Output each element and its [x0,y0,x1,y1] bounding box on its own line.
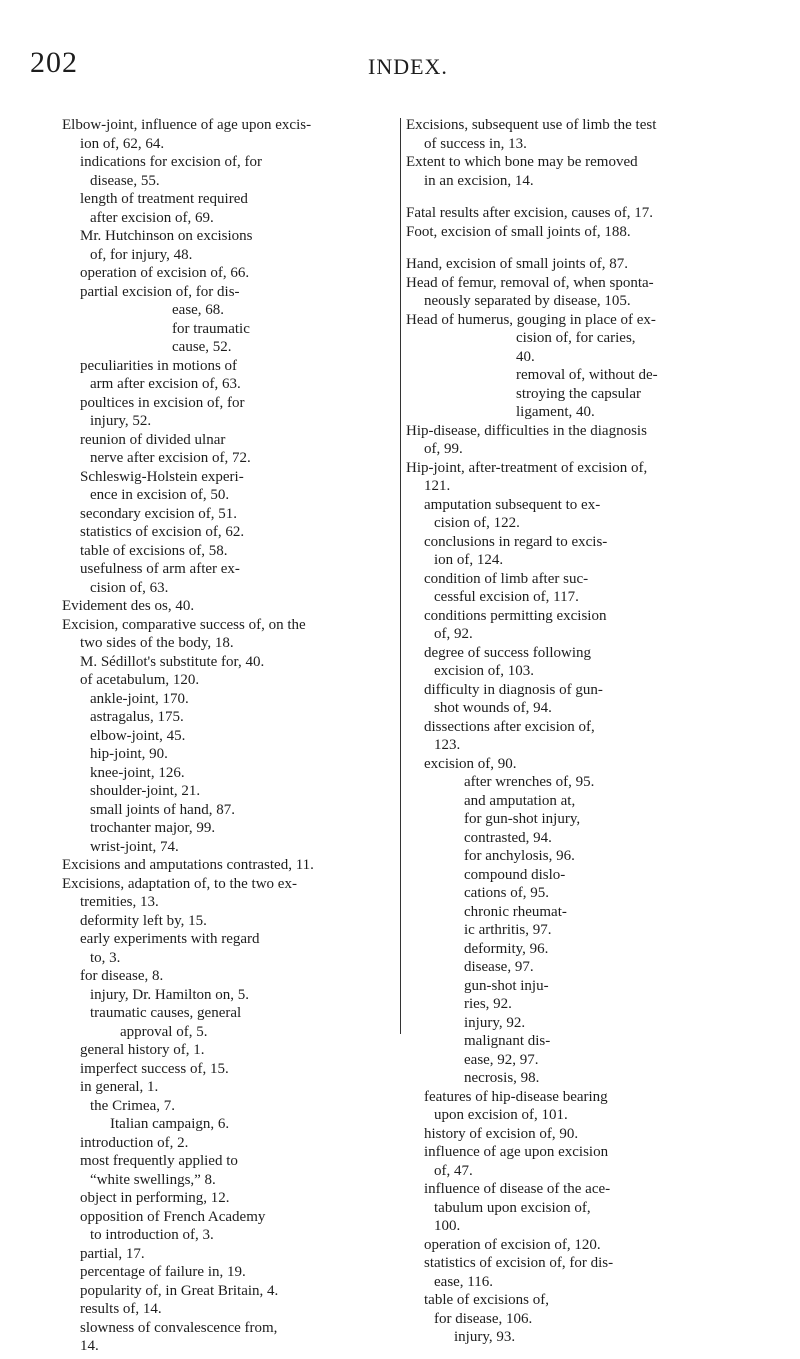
index-entry: for disease, 8. [80,968,164,984]
index-entry: introduction of, 2. [80,1134,189,1151]
index-entry: for anchylosis, 96. [464,848,575,864]
index-entry: of, 99. [424,441,463,457]
index-entry: Foot, excision of small joints of, 188. [406,223,631,240]
index-entry: Excision, comparative success of, on the [62,616,306,633]
index-entry: nerve after excision of, 72. [90,450,251,466]
index-entry: injury, 92. [464,1014,526,1031]
index-entry: conditions permitting excision [424,607,607,624]
index-entry: approval of, 5. [120,1023,208,1040]
index-entry: general history of, 1. [80,1042,205,1058]
index-entry: peculiarities in motions of [80,357,238,374]
index-entry: operation of excision of, 66. [80,265,250,281]
index-entry: statistics of excision of, 62. [80,524,245,540]
index-entry: trochanter major, 99. [90,820,216,836]
index-entry: Extent to which bone may be removed [406,154,638,170]
index-entry: deformity left by, 15. [80,912,207,929]
index-entry: object in performing, 12. [80,1190,230,1206]
index-entry: Italian campaign, 6. [110,1116,230,1132]
index-entry: Elbow-joint, influence of age upon excis- [62,117,312,133]
index-entry: gun-shot inju- [464,977,549,994]
index-entry: astragalus, 175. [90,709,184,725]
index-entry: partial, 17. [80,1245,145,1262]
index-entry: most frequently applied to [80,1153,238,1169]
index-entry: Head of femur, removal of, when sponta- [406,274,654,291]
index-entry: 14. [80,1338,99,1354]
index-entry: malignant dis- [464,1033,551,1049]
index-entry: influence of age upon excision [424,1144,609,1160]
running-head: INDEX. [368,54,448,79]
index-entry: arm after excision of, 63. [90,376,241,392]
index-entry: conclusions in regard to excis- [424,533,608,550]
index-entry: cision of, 63. [90,579,169,596]
index-entry: poultices in excision of, for [80,394,245,411]
index-entry: traumatic causes, general [90,1005,242,1021]
index-entry: of success in, 13. [424,135,527,152]
index-entry: to, 3. [90,949,121,966]
index-entry: Evidement des os, 40. [62,598,195,614]
index-entry: the Crimea, 7. [90,1097,175,1114]
index-entry: Mr. Hutchinson on excisions [80,228,253,244]
index-entry: cations of, 95. [464,885,549,901]
index-entry: in an excision, 14. [424,172,534,189]
index-entry: influence of disease of the ace- [424,1181,611,1197]
index-entry: excision of, 103. [434,663,534,679]
index-entry: 123. [434,737,461,753]
index-entry: cision of, 122. [434,515,520,531]
index-entry: of acetabulum, 120. [80,672,200,688]
index-entry: 100. [434,1218,461,1234]
index-entry: reunion of divided ulnar [80,431,226,448]
index-entry: in general, 1. [80,1079,159,1095]
index-entry: percentage of failure in, 19. [80,1264,246,1280]
index-entry: history of excision of, 90. [424,1125,579,1142]
index-entry: tabulum upon excision of, [434,1199,591,1216]
index-entry: and amputation at, [464,792,576,809]
index-entry: for disease, 106. [434,1310,533,1327]
index-entry: results of, 14. [80,1301,162,1317]
index-entry: after excision of, 69. [90,209,214,226]
index-entry: indications for excision of, for [80,154,263,170]
index-entry: operation of excision of, 120. [424,1236,601,1253]
index-entry: ic arthritis, 97. [464,922,552,938]
page-number: 202 [30,46,78,79]
index-entry: shoulder-joint, 21. [90,783,201,799]
index-entry: injury, 93. [454,1329,516,1345]
index-entry: statistics of excision of, for dis- [424,1255,614,1271]
index-entry: Hip-disease, difficulties in the diagnosis [406,422,647,439]
index-entry: hip-joint, 90. [90,746,168,762]
index-entry: of, for injury, 48. [90,246,193,263]
index-entry: upon excision of, 101. [434,1107,568,1123]
index-entry: dissections after excision of, [424,718,595,735]
index-entry: tremities, 13. [80,894,159,910]
index-entry: slowness of convalescence from, [80,1319,278,1336]
index-entry: of, 47. [434,1162,473,1179]
index-entry: chronic rheumat- [464,903,567,920]
index-entry: wrist-joint, 74. [90,838,179,855]
index-entry: ion of, 124. [434,552,504,568]
index-entry: shot wounds of, 94. [434,700,552,716]
index-entry: of, 92. [434,626,473,642]
index-entry: ease, 92, 97. [464,1051,539,1068]
index-column-right [406,116,746,1347]
index-entry: table of excisions of, 58. [80,542,228,559]
index-entry: early experiments with regard [80,931,260,947]
index-entry: table of excisions of, [424,1292,549,1308]
index-entry: elbow-joint, 45. [90,727,186,744]
index-entry: Schleswig-Holstein experi- [80,468,244,485]
column-divider [400,118,401,1034]
index-entry: “white swellings,” 8. [90,1171,216,1188]
index-entry: injury, 52. [90,413,152,429]
index-entry: ion of, 62, 64. [80,135,165,152]
index-entry: 40. [516,348,535,365]
index-entry: stroying the capsular [516,385,641,402]
index-entry: injury, Dr. Hamilton on, 5. [90,986,250,1003]
index-entry: removal of, without de- [516,367,658,383]
index-entry: ence in excision of, 50. [90,487,230,503]
index-entry: ligament, 40. [516,404,595,420]
index-entry: opposition of French Academy [80,1208,266,1225]
index-entry: for gun-shot injury, [464,811,581,827]
index-entry: amputation subsequent to ex- [424,496,601,513]
index-entry: after wrenches of, 95. [464,774,595,790]
index-entry: to introduction of, 3. [90,1227,214,1243]
index-entry: two sides of the body, 18. [80,635,234,651]
index-entry: usefulness of arm after ex- [80,561,240,577]
index-entry: Hip-joint, after-treatment of excision of, [406,459,648,476]
index-entry: cision of, for caries, [516,330,636,346]
index-entry: Excisions, adaptation of, to the two ex- [62,875,297,892]
index-entry: ries, 92. [464,996,512,1012]
index-entry: cause, 52. [172,339,232,355]
index-entry: ease, 116. [434,1273,494,1290]
index-entry: partial excision of, for dis- [80,283,240,300]
index-entry: contrasted, 94. [464,829,552,846]
index-entry: compound dislo- [464,866,566,883]
section-gap [406,190,746,204]
index-entry: difficulty in diagnosis of gun- [424,681,603,698]
index-entry: for traumatic [172,320,250,337]
index-entry: Excisions and amputations contrasted, 11. [62,857,314,873]
index-entry: secondary excision of, 51. [80,505,238,522]
index-entry: imperfect success of, 15. [80,1060,229,1077]
section-gap [406,241,746,255]
index-entry: excision of, 90. [424,755,517,772]
index-entry: neously separated by disease, 105. [424,293,631,309]
index-entry: M. Sédillot's substitute for, 40. [80,653,265,670]
index-entry: ease, 68. [172,302,225,318]
index-entry: Excisions, subsequent use of limb the test [406,117,657,133]
index-entry: small joints of hand, 87. [90,801,235,818]
index-entry: 121. [424,478,451,494]
index-entry: Head of humerus, gouging in place of ex- [406,311,656,328]
index-entry: Hand, excision of small joints of, 87. [406,256,629,272]
index-entry: condition of limb after suc- [424,570,589,587]
index-entry: disease, 55. [90,172,160,189]
index-entry: ankle-joint, 170. [90,690,189,707]
index-entry: Fatal results after excision, causes of, 17. [406,205,654,221]
index-entry: necrosis, 98. [464,1070,540,1086]
index-entry: cessful excision of, 117. [434,589,579,605]
index-entry: disease, 97. [464,959,534,975]
index-entry: knee-joint, 126. [90,764,185,781]
index-entry: deformity, 96. [464,940,549,957]
index-entry: popularity of, in Great Britain, 4. [80,1282,279,1299]
index-entry: length of treatment required [80,191,248,207]
index-entry: degree of success following [424,644,592,661]
index-column-left [62,116,402,1356]
index-entry: features of hip-disease bearing [424,1088,608,1105]
